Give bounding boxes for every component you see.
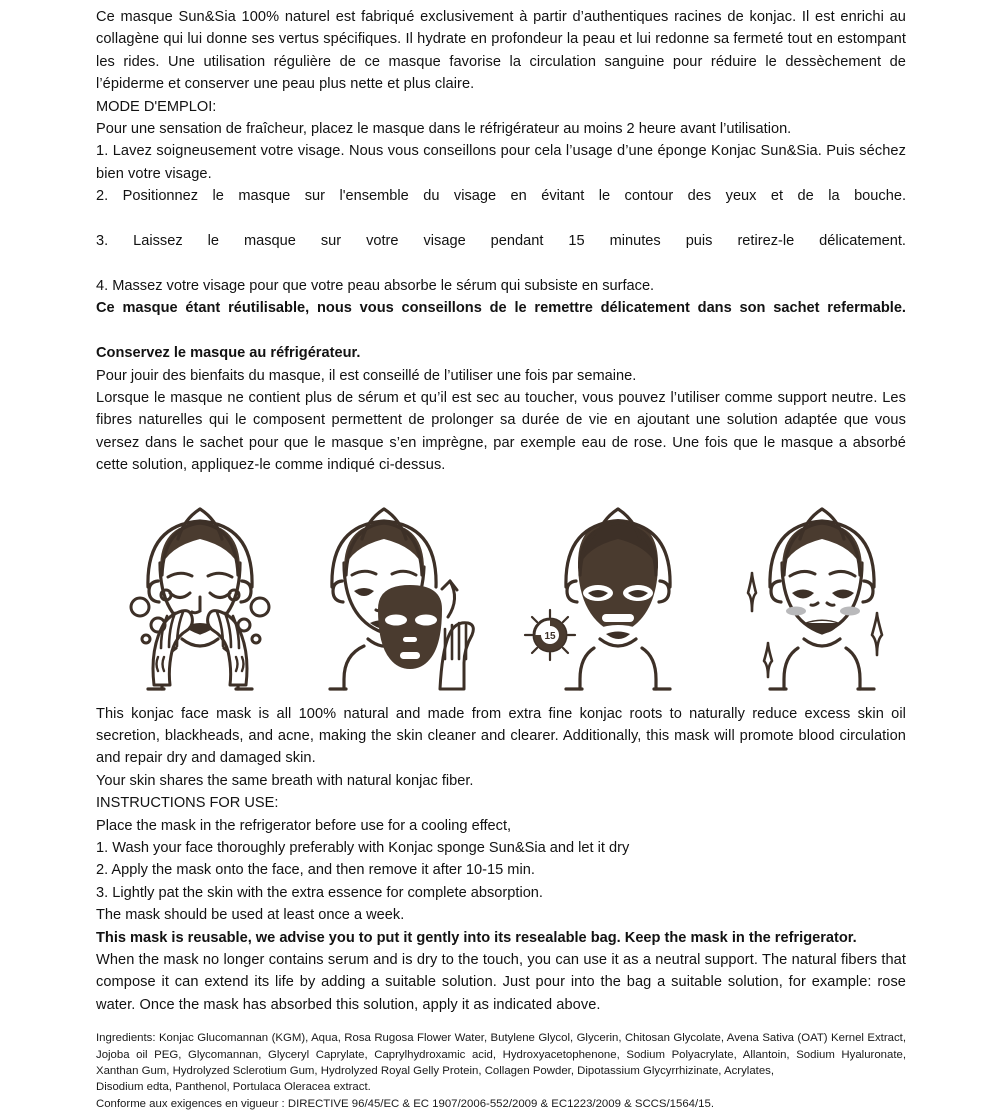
english-intro-paragraph: This konjac face mask is all 100% natural and made from extra fine konjac roots to naturally reduce excess skin oil secretion, blackheads, and acne, making the skin cleaner and clearer. Additionally, this mask will promote blood circulation and repair dry and damaged skin. [96, 705, 906, 767]
instruction-illustration-band [96, 489, 906, 697]
english-section [96, 703, 906, 1017]
french-section [96, 6, 906, 477]
english-frequency-note: The mask should be used at least once a week. [96, 907, 405, 924]
timer-minutes-label: 15 [544, 630, 556, 642]
french-reusable-note-line-2: Conservez le masque au réfrigérateur. [96, 345, 361, 362]
english-step-3: 3. Lightly pat the skin with the extra essence for complete absorption. [96, 884, 543, 901]
illustration-panel-wait-15-minutes [512, 489, 720, 697]
english-fridge-note: Place the mask in the refrigerator before use for a cooling effect, [96, 817, 512, 834]
glowing-result-icon [720, 489, 928, 697]
english-reusable-note: This mask is reusable, we advise you to put it gently into its resealable bag. Keep the mask in the refrigerator. [96, 929, 857, 946]
french-step-2: 2. Positionnez le masque sur l'ensemble du visage en évitant le contour des yeux et de la bouche. [96, 188, 906, 205]
french-mode-heading: MODE D'EMPLOI: [96, 98, 217, 115]
french-reusable-note-line-1: Ce masque étant réutilisable, nous vous conseillons de le remettre délicatement dans son sachet refermable. [96, 300, 906, 317]
wash-face-icon [96, 489, 304, 697]
english-step-1: 1. Wash your face thoroughly preferably with Konjac sponge Sun&Sia and let it dry [96, 839, 630, 856]
french-step-4: 4. Massez votre visage pour que votre peau absorbe le sérum qui subsiste en surface. [96, 277, 655, 294]
eyes-group [792, 589, 854, 598]
french-fridge-note: Pour une sensation de fraîcheur, placez le masque dans le réfrigérateur au moins 2 heure avant l’utilisation. [96, 121, 792, 138]
english-breath-note: Your skin shares the same breath with natural konjac fiber. [96, 772, 474, 789]
english-neutral-support-paragraph: When the mask no longer contains serum and is dry to the touch, you can use it as a neutral support. The natural fibers that compose it can extend its life by adding a suitable solution. Just pour into the bag a suitable solution, for example: rose water. Once the mask has absorbed this solution, apply it as indicated above. [96, 952, 906, 1013]
timer-15-icon [525, 610, 575, 660]
english-instructions-heading: INSTRUCTIONS FOR USE: [96, 795, 279, 812]
french-step-1: 1. Lavez soigneusement votre visage. Nous vous conseillons pour cela l’usage d’une éponge Konjac Sun&Sia. Puis séchez bien votre visage. [96, 143, 906, 182]
illustration-panel-glowing-result [720, 489, 928, 697]
arrow-icon [442, 581, 457, 617]
ingredients-list-continued: Disodium edta, Panthenol, Portulaca Oleracea extract. [96, 1081, 371, 1094]
compliance-statement: Conforme aux exigences en vigueur : DIRECTIVE 96/45/EC & EC 1907/2006-552/2009 & EC1223/2009 & SCCS/1564/15. [96, 1097, 714, 1110]
french-weekly-note: Pour jouir des bienfaits du masque, il est conseillé de l’utiliser une fois par semaine. [96, 367, 637, 384]
french-step-3: 3. Laissez le masque sur votre visage pendant 15 minutes puis retirez-le délicatement. [96, 233, 906, 250]
french-intro-paragraph: Ce masque Sun&Sia 100% naturel est fabriqué exclusivement à partir d’authentiques racines de konjac. Il est enrichi au collagène qui lui donne ses vertus spécifiques. Il hydrate en profondeur la peau et lui redonne sa fermeté tout en estompant les rides. Une utilisation régulière de ce masque favorise la circulation sanguine pour réduire le dessèchement de l’épiderme et conserver une peau plus nette et plus claire. [96, 9, 906, 93]
apply-mask-icon [304, 489, 512, 697]
illustration-panel-apply-mask [304, 489, 512, 697]
blush-group [786, 606, 860, 615]
wait-timer-icon [512, 489, 720, 697]
ingredients-list: Ingredients: Konjac Glucomannan (KGM), Aqua, Rosa Rugosa Flower Water, Butylene Glycol, Glycerin, Chitosan Glycolate, Avena Sativa (OAT) Kernel Extract, Jojoba oil PEG, Glycomannan, Glyceryl Caprylate, Caprylhydroxamic acid, Hydroxyacetophenone, Sodium Polyacrylate, Allantoin, Sodium Hyaluronate, Xanthan Gum, Hydrolyzed Sclerotium Gum, Hydrolyzed Royal Gelly Protein, Collagen Powder, Dipotassium Glycyrrhizinate, Acrylates, [96, 1032, 906, 1078]
english-step-2: 2. Apply the mask onto the face, and then remove it after 10-15 min. [96, 862, 535, 879]
illustration-panel-wash-face [96, 489, 304, 697]
french-neutral-support-paragraph: Lorsque le masque ne contient plus de sérum et qu’il est sec au toucher, vous pouvez l’utiliser comme support neutre. Les fibres naturelles qui le composent permettent de prolonger sa durée de vie en ajoutant une solution adaptée que vous versez dans le sachet pour que le masque s’en imprègne, par exemple eau de rose. Une fois que le masque a absorbé cette solution, appliquez-le comme indiqué ci-dessus. [96, 389, 906, 474]
footer-section [96, 1030, 906, 1112]
